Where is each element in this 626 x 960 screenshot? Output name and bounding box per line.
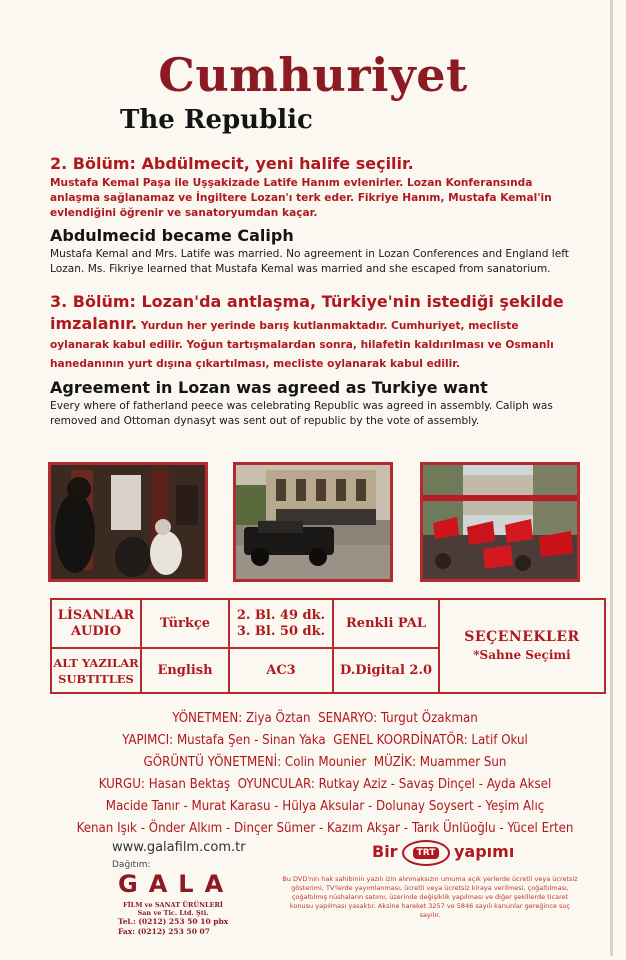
episode-2-heading-tr: 2. Bölüm: Abdülmecit, yeni halife seçilir. [50, 154, 414, 173]
website-url: www.galafilm.com.tr [112, 840, 246, 855]
distributor-label: Dağıtım: [112, 860, 151, 870]
production-suffix: yapımı [454, 842, 515, 861]
options-item: *Sahne Seçimi [473, 648, 571, 662]
credits-line-2: YAPIMCI: Mustafa Şen - Sinan Yaka GENEL KOORDİNATÖR: Latif Okul [122, 733, 528, 748]
photo-vintage-car-scene [233, 462, 393, 582]
production-prefix: Bir [372, 842, 398, 861]
production-credit [372, 840, 572, 866]
audio-format: AC3 [266, 662, 296, 678]
photo-interior-scene [48, 462, 208, 582]
credits-line-6: Kenan Işık - Önder Alkım - Dinçer Sümer - Kazım Akşar - Tarık Ünlüoğlu - Yücel Erten [76, 821, 574, 836]
audio-language: Türkçe [159, 615, 211, 631]
audio-label: LİSANLAR AUDIO [57, 607, 135, 639]
credits-block [30, 708, 620, 840]
episode-durations: 2. Bl. 49 dk. 3. Bl. 50 dk. [236, 607, 326, 639]
episode-2-heading-en: Abdulmecid became Caliph [50, 226, 294, 245]
options-panel [440, 600, 604, 692]
credits-line-1: YÖNETMEN: Ziya Öztan SENARYO: Turgut Özakman [172, 711, 478, 726]
episode-2-section [50, 154, 580, 277]
digital-audio: D.Digital 2.0 [339, 662, 433, 678]
distributor-contact: Tel.: (0212) 253 50 10 pbx Fax: (0212) 253 50 07 [118, 917, 229, 936]
credits-line-5: Macide Tanır - Murat Karasu - Hülya Aksular - Dolunay Soysert - Yeşim Alıç [105, 799, 545, 814]
episode-2-body-en: Mustafa Kemal and Mrs. Latife was married. No agreement in Lozan Conferences and England left Lozan. Ms. Fikriye learned that Mustafa Kemal was married and she escaped from sanatorium. [50, 248, 569, 275]
trt-logo-icon: TRT [402, 840, 450, 866]
legal-notice: Bu DVD'nin hak sahibinin yazılı izin alınmaksızın umuma açık yerlerde ücretli veya ücretsiz gösterimi, TV'lerde yayımlanması, ücretli veya ücretsiz kiraya verilmesi, çoğaltılması, çoğaltılmış nüshaların satımı, üzerinde değişiklik yapılması ve diğer şekillerde ticaret konusu yapılması yasaktır. Aksine hareket 3257 ve 5846 sayılı kanunlar gereğince suç sayılır. [282, 875, 578, 919]
credits-line-4: KURGU: Hasan Bektaş OYUNCULAR: Rutkay Aziz - Savaş Dinçel - Ayda Aksel [98, 777, 552, 792]
distributor-company: FİLM ve SANAT ÜRÜNLERİ San ve Tic. Ltd. Şti. [123, 901, 223, 917]
page-subtitle: The Republic [120, 105, 313, 135]
episode-2-body-tr: Mustafa Kemal Paşa ile Uşşakizade Latife Hanım evlenirler. Lozan Konferansında anlaşma sağlanamaz ve İngiltere Lozan'ı terk eder. Fikriye Hanım, Mustafa Kemal'in evlendiğini öğrenir ve sanatoryumdan kaçar. [50, 177, 552, 219]
episode-3-heading-en: Agreement in Lozan was agreed as Turkiye want [50, 378, 488, 397]
episode-3-body-tr: Yurdun her yerinde barış kutlanmaktadır. Cumhuriyet, mecliste oylanarak kabul edilir. Yoğun tartışmalardan sonra, hilafetin kaldırılması ve Osmanlı hanedanının yurt dışına çıkartılması, mecliste oylanarak kabul edilir. [50, 320, 554, 370]
credits-line-3: GÖRÜNTÜ YÖNETMENİ: Colin Mounier MÜZİK: Muammer Sun [143, 755, 507, 770]
episode-3-body-en: Every where of fatherland peece was celebrating Republic was agreed in assembly. Caliph was removed and Ottoman dynasyt was sent out of republic by the vote of assembly. [50, 400, 553, 427]
photo-flag-crowd-scene [420, 462, 580, 582]
subtitles-language: English [157, 662, 213, 678]
options-title: SEÇENEKLER [464, 629, 580, 645]
episode-3-section [50, 292, 580, 429]
video-format: Renkli PAL [346, 615, 426, 631]
subtitles-label: ALT YAZILAR SUBTITLES [53, 655, 139, 686]
episode-3-intro [50, 292, 580, 374]
gala-logo: GALA [118, 870, 235, 898]
specs-table [50, 598, 606, 694]
page-title: Cumhuriyet [158, 48, 468, 102]
episode-3-heading-tr: 3. Bölüm: Lozan'da antlaşma, Türkiye'nin istediği şekilde imzalanır. [50, 292, 564, 333]
